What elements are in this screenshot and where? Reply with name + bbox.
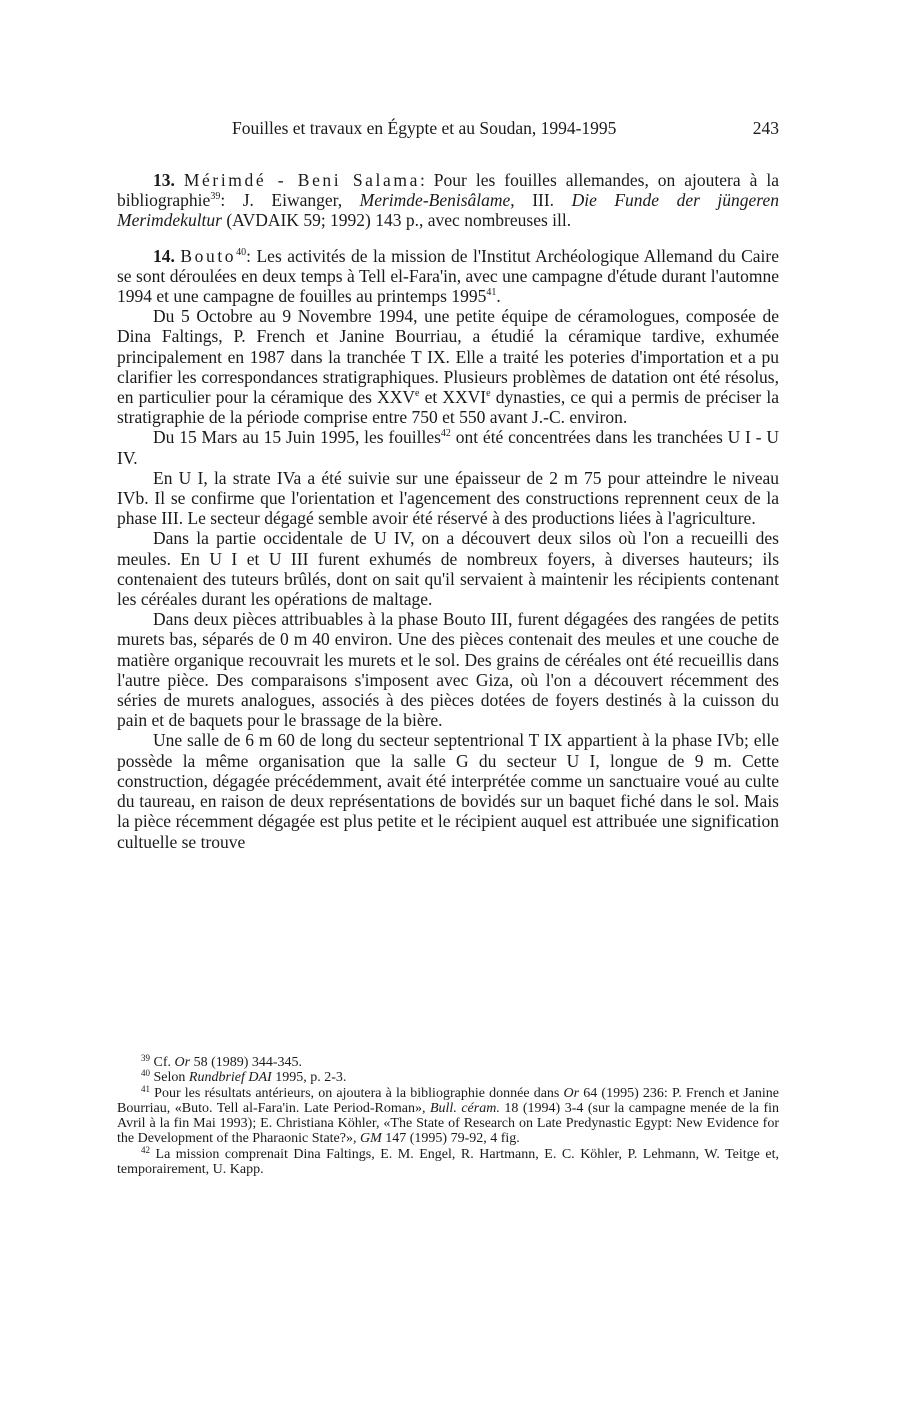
book-title: Merimde-Benisâlame: [359, 190, 511, 211]
site-name: Bouto: [180, 245, 237, 266]
footnotes: [117, 1055, 779, 1177]
footnote-ref: 40: [236, 246, 247, 258]
paragraph-section-13: 13. Mérimdé - Beni Salama: Pour les fouilles allemandes, on ajoutera à la bibliographie$^{39}$: J. Eiwanger, Merimde-Benisâlame, III. Die Funde der jüngeren Merimdekultur (AVDAIK 59; 1992) 143 p., avec nombreuses ill.: [117, 170, 780, 231]
main-text: [117, 170, 779, 852]
paragraph: En U I, la strate IVa a été suivie sur une épaisseur de 2 m 75 pour atteindre le niveau IVb. Il se confirme que l'orientation et l'agencement des constructions reprennent ceux de la phase III. Le secteur dégagé semble avoir été réservé à des productions liées à l'agriculture.: [117, 467, 779, 529]
footnote-ref: 39: [210, 191, 221, 203]
paragraph: Une salle de 6 m 60 de long du secteur septentrional T IX appartient à la phase IVb; elle possède la même organisation que la salle G du secteur U I, longue de 9 m. Cette construction, dégagée précédemment, avait été interprétée comme un sanctuaire voué au culte du taureau, en raison de deux représentations de bovidés sur un baquet fiché dans le sol. Mais la pièce récemment dégagée est plus petite et le récipient auquel est attribuée une signification cultuelle se trouve: [117, 730, 779, 852]
footnote-ref: 41: [486, 287, 497, 299]
paragraph: Du 15 Mars au 15 Juin 1995, les fouilles$^{42}$ ont été concentrées dans les tranchées U I - U IV.: [117, 427, 779, 468]
footnote-41: $^{41}$ Pour les résultats antérieurs, on ajoutera à la bibliographie donnée dans Or 64 (1995) 236: P. French et Janine Bourriau, «Buto. Tell al-Fara'in. Late Period-Roman», Bull. céram. 18 (1994) 3-4 (sur la campagne menée de la fin Avril à la fin Mai 1993); E. Christiana Köhler, «The State of Research on Late Predynastic Egypt: New Evidence for the Development of the Pharaonic State?», GM 147 (1995) 79-92, 4 fig.: [117, 1083, 779, 1147]
section-number: 14.: [153, 245, 175, 266]
paragraph: Dans deux pièces attribuables à la phase Bouto III, furent dégagées des rangées de petits murets bas, séparés de 0 m 40 environ. Une des pièces contenait des meules et une couche de matière organique recouvrait les murets et le sol. Des grains de céréales ont été recueillis dans l'autre pièce. Des comparaisons s'imposent avec Giza, où l'on a découvert récemment des séries de murets analogues, associés à des pièces dotées de foyers destinés à la cuisson du pain et de baquets pour le brassage de la bière.: [117, 609, 779, 731]
footnote-40: $^{40}$ Selon Rundbrief DAI 1995, p. 2-3.: [141, 1068, 347, 1086]
paragraph: Du 5 Octobre au 9 Novembre 1994, une petite équipe de céramologues, composée de Dina Faltings, P. French et Janine Bourriau, a étudié la céramique tardive, exhumée principalement en 1987 dans la tranchée T IX. Elle a traité les poteries d'importation et a pu clarifier les correspondances stratigraphiques. Plusieurs problèmes de datation ont été résolus, en particulier pour la céramique des XXVe et XXVIe dynasties, ce qui a permis de préciser la stratigraphie de la période comprise entre 750 et 550 avant J.-C. environ.: [117, 306, 779, 428]
footnote-39: $^{39}$ Cf. Or 58 (1989) 344-345.: [141, 1053, 303, 1070]
footnote-42: $^{42}$ La mission comprenait Dina Faltings, E. M. Engel, R. Hartmann, E. C. Köhler, P. Lehmann, W. Teitge et, temporairement, U. Kapp.: [117, 1144, 779, 1178]
section-number: 13.: [153, 170, 175, 190]
paragraph: Dans la partie occidentale de U IV, on a découvert deux silos où l'on a recueilli des meules. En U I et U III furent exhumés de nombreux foyers, à diverses hauteurs; ils contenaient des tuteurs brûlés, dont on sait qu'il servaient à maintenir les récipients contenant les céréales durant les opérations de maltage.: [117, 528, 779, 610]
running-title: Fouilles et travaux en Égypte et au Soudan, 1994-1995: [232, 118, 617, 138]
running-header: [117, 118, 779, 144]
book-title: Die Funde der jüngeren Merimdekultur: [117, 190, 779, 231]
footnote-ref: 42: [440, 428, 451, 440]
page-number: 243: [752, 118, 779, 138]
site-name: Mérimdé - Beni Salama: [183, 170, 420, 190]
paragraph-section-14: 14. Bouto$^{40}$: Les activités de la mission de l'Institut Archéologique Allemand du Caire se sont déroulées en deux temps à Tell el-Fara'in, avec une campagne d'étude durant l'automne 1994 et une campagne de fouilles au printemps 1995$^{41}$.: [117, 245, 779, 307]
